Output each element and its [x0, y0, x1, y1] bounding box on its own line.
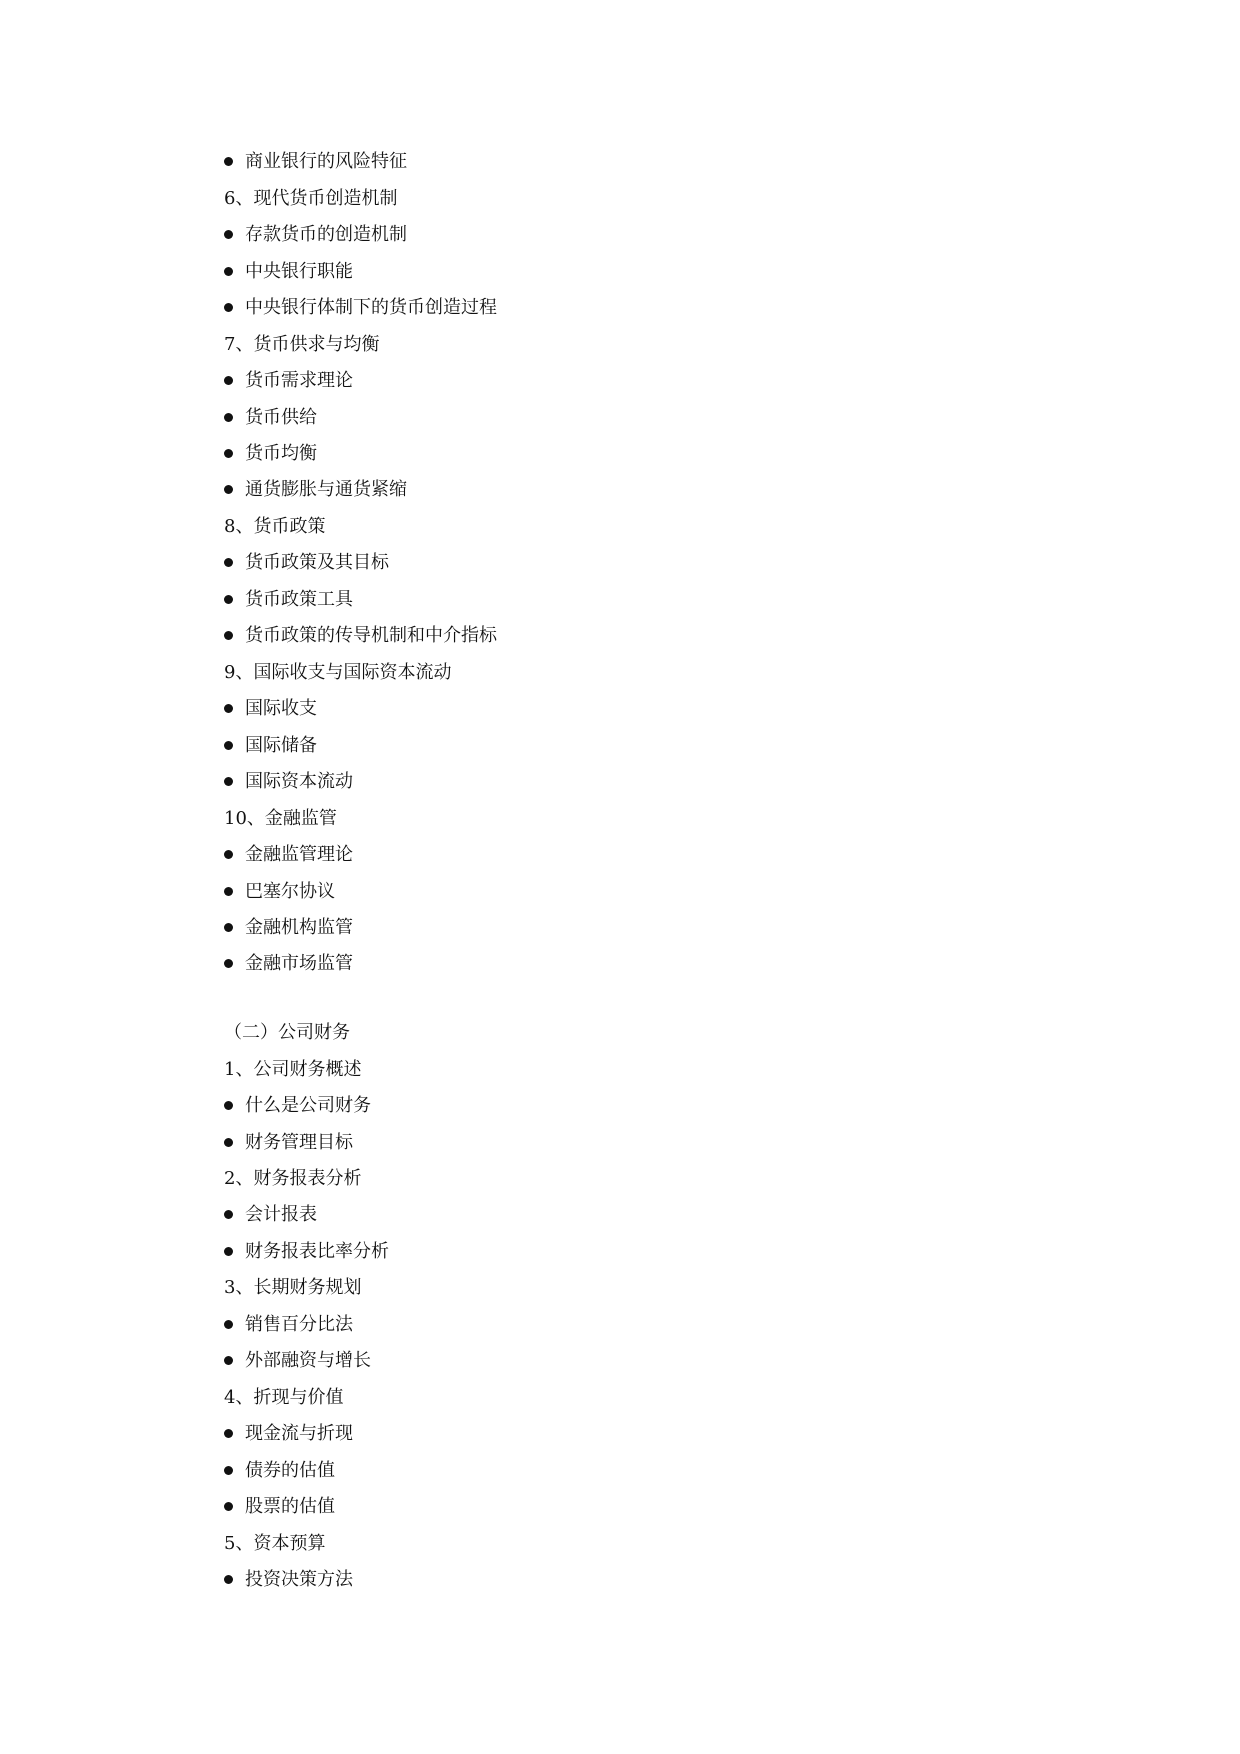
line-text: 通货膨胀与通货紧缩: [245, 479, 407, 500]
bullet-icon: [224, 376, 233, 385]
bullet-icon: [224, 1138, 233, 1147]
bullet-icon: [224, 595, 233, 604]
line-text: 销售百分比法: [245, 1314, 353, 1335]
list-item: [224, 406, 317, 430]
list-item: [224, 952, 353, 976]
bullet-icon: [224, 157, 233, 166]
list-item: [224, 1422, 353, 1446]
outline-heading: [224, 1386, 343, 1410]
list-item: [224, 1203, 317, 1227]
bullet-icon: [224, 558, 233, 567]
list-item: [224, 442, 317, 466]
list-item: [224, 1568, 353, 1592]
outline-heading: [224, 807, 337, 831]
bullet-icon: [224, 777, 233, 786]
outline-heading: [224, 187, 397, 211]
bullet-icon: [224, 741, 233, 750]
list-item: [224, 150, 407, 174]
line-text: 货币均衡: [245, 443, 317, 464]
line-text: 中央银行职能: [245, 261, 353, 282]
list-item: [224, 1094, 371, 1118]
line-text: 货币政策的传导机制和中介指标: [245, 625, 497, 646]
line-text: 债券的估值: [245, 1460, 335, 1481]
bullet-icon: [224, 1247, 233, 1256]
outline-heading: [224, 515, 325, 539]
line-text: 巴塞尔协议: [245, 881, 335, 902]
bullet-icon: [224, 923, 233, 932]
list-item: [224, 1313, 353, 1337]
outline-heading: [224, 1276, 361, 1300]
list-item: [224, 734, 317, 758]
line-text: 现金流与折现: [245, 1423, 353, 1444]
list-item: [224, 296, 497, 320]
bullet-icon: [224, 413, 233, 422]
line-text: 10、金融监管: [224, 808, 337, 829]
list-item: [224, 1459, 335, 1483]
line-text: 1、公司财务概述: [224, 1059, 362, 1080]
bullet-icon: [224, 449, 233, 458]
bullet-icon: [224, 1210, 233, 1219]
list-item: [224, 1240, 389, 1264]
line-text: 投资决策方法: [245, 1569, 353, 1590]
line-text: 金融市场监管: [245, 953, 353, 974]
bullet-icon: [224, 230, 233, 239]
line-text: 货币需求理论: [245, 370, 353, 391]
list-item: [224, 624, 497, 648]
list-item: [224, 369, 353, 393]
bullet-icon: [224, 1575, 233, 1584]
outline-heading: [224, 661, 451, 685]
line-text: 货币政策及其目标: [245, 552, 389, 573]
bullet-icon: [224, 267, 233, 276]
section-title: [224, 1021, 350, 1045]
list-item: [224, 697, 317, 721]
line-text: 国际储备: [245, 735, 317, 756]
line-text: 商业银行的风险特征: [245, 151, 407, 172]
line-text: 3、长期财务规划: [224, 1277, 362, 1298]
line-text: 8、货币政策: [224, 516, 326, 537]
line-text: 7、货币供求与均衡: [224, 334, 380, 355]
line-text: 9、国际收支与国际资本流动: [224, 662, 452, 683]
list-item: [224, 1495, 335, 1519]
line-text: 国际资本流动: [245, 771, 353, 792]
line-text: 4、折现与价值: [224, 1387, 344, 1408]
list-item: [224, 588, 353, 612]
list-item: [224, 260, 353, 284]
list-item: [224, 551, 389, 575]
line-text: 财务管理目标: [245, 1132, 353, 1153]
outline-heading: [224, 1058, 361, 1082]
bullet-icon: [224, 1466, 233, 1475]
line-text: 会计报表: [245, 1204, 317, 1225]
bullet-icon: [224, 1320, 233, 1329]
line-text: 外部融资与增长: [245, 1350, 371, 1371]
list-item: [224, 1131, 353, 1155]
bullet-icon: [224, 959, 233, 968]
bullet-icon: [224, 485, 233, 494]
bullet-icon: [224, 704, 233, 713]
list-item: [224, 478, 407, 502]
line-text: 财务报表比率分析: [245, 1241, 389, 1262]
line-text: 5、资本预算: [224, 1533, 326, 1554]
line-text: 货币供给: [245, 407, 317, 428]
line-text: 股票的估值: [245, 1496, 335, 1517]
bullet-icon: [224, 1356, 233, 1365]
list-item: [224, 1349, 371, 1373]
outline-heading: [224, 1532, 325, 1556]
list-item: [224, 223, 407, 247]
bullet-icon: [224, 887, 233, 896]
list-item: [224, 916, 353, 940]
line-text: 什么是公司财务: [245, 1095, 371, 1116]
line-text: 6、现代货币创造机制: [224, 188, 398, 209]
bullet-icon: [224, 1101, 233, 1110]
list-item: [224, 770, 353, 794]
line-text: 国际收支: [245, 698, 317, 719]
bullet-icon: [224, 631, 233, 640]
outline-heading: [224, 1167, 361, 1191]
line-text: 存款货币的创造机制: [245, 224, 407, 245]
line-text: （二）公司财务: [224, 1022, 350, 1043]
line-text: 货币政策工具: [245, 589, 353, 610]
bullet-icon: [224, 850, 233, 859]
bullet-icon: [224, 1429, 233, 1438]
line-text: 2、财务报表分析: [224, 1168, 362, 1189]
bullet-icon: [224, 303, 233, 312]
line-text: 金融机构监管: [245, 917, 353, 938]
list-item: [224, 843, 353, 867]
bullet-icon: [224, 1502, 233, 1511]
line-text: 金融监管理论: [245, 844, 353, 865]
list-item: [224, 880, 335, 904]
line-text: 中央银行体制下的货币创造过程: [245, 297, 497, 318]
outline-heading: [224, 333, 379, 357]
